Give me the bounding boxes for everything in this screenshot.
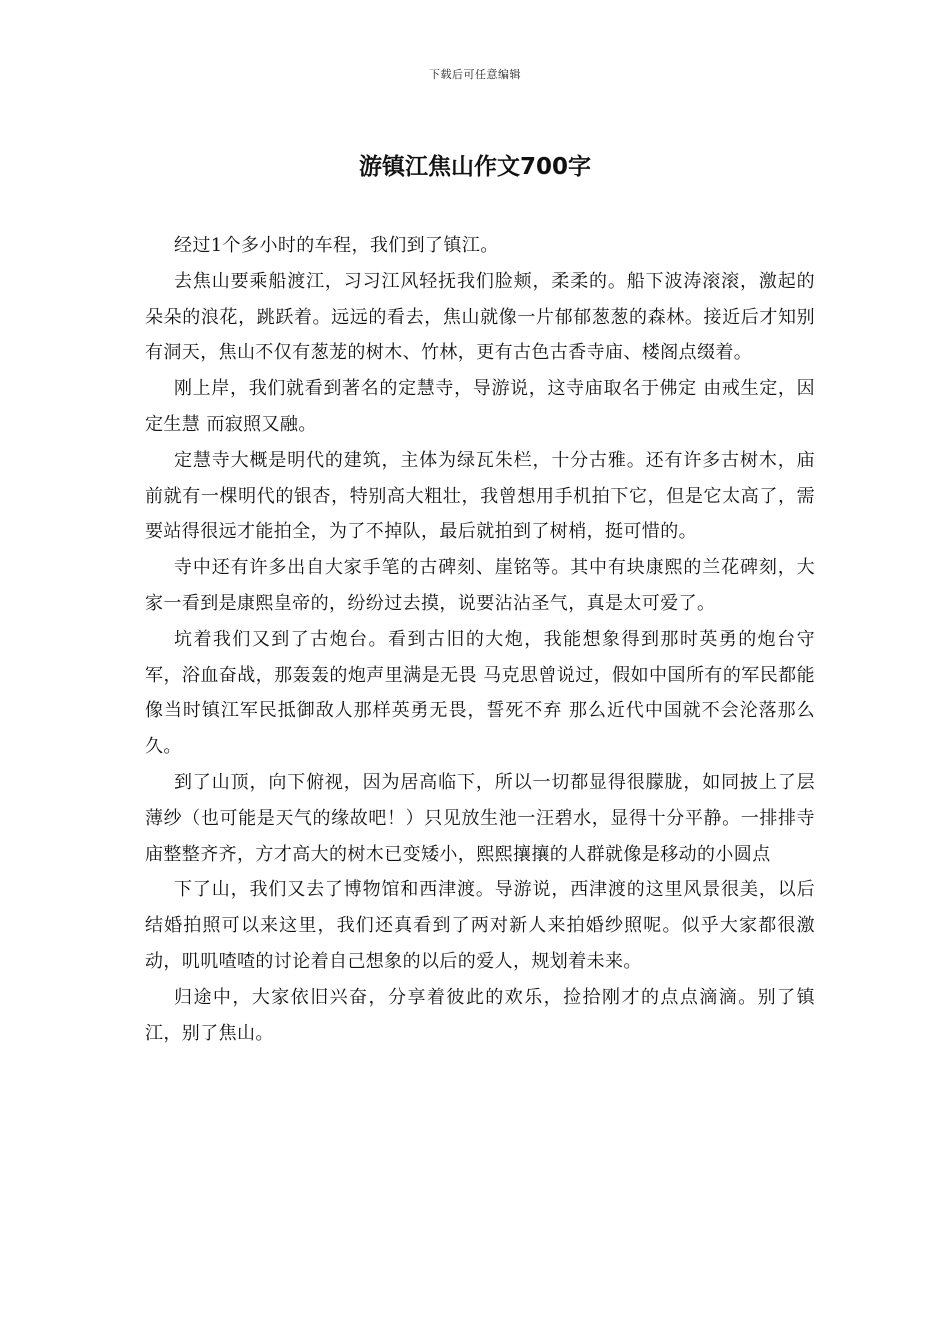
document-title: 游镇江焦山作文700字	[358, 154, 591, 180]
paragraph: 到了山顶，向下俯视，因为居高临下，所以一切都显得很朦胧，如同披上了层薄纱（也可能是天气的缘故吧！）只见放生池一汪碧水，显得十分平静。一排排寺庙整整齐齐，方才高大的树木已变矮小，熙熙攘攘的人群就像是移动的小圆点	[145, 771, 815, 865]
paragraph: 刚上岸，我们就看到著名的定慧寺，导游说，这寺庙取名于佛定 由戒生定，因定生慧 而寂照又融。	[145, 378, 815, 435]
essay-body	[145, 228, 815, 1051]
paragraph: 归途中，大家依旧兴奋，分享着彼此的欢乐，捡拾刚才的点点滴滴。别了镇江，别了焦山。	[145, 986, 815, 1044]
paragraph: 去焦山要乘船渡江，习习江风轻抚我们脸颊，柔柔的。船下波涛滚滚，激起的朵朵的浪花，跳跃着。远远的看去，焦山就像一片郁郁葱葱的森林。接近后才知别有洞天，焦山不仅有葱茏的树木、竹林，更有古色古香寺庙、楼阁点缀着。	[145, 270, 815, 364]
paragraph: 下了山，我们又去了博物馆和西津渡。导游说，西津渡的这里风景很美，以后结婚拍照可以来这里，我们还真看到了两对新人来拍婚纱照呢。似乎大家都很激动，叽叽喳喳的讨论着自己想象的以后的爱人，规划着未来。	[145, 879, 815, 972]
paragraph: 经过1个多小时的车程，我们到了镇江。	[174, 235, 499, 256]
paragraph: 定慧寺大概是明代的建筑，主体为绿瓦朱栏，十分古雅。还有许多古树木，庙前就有一棵明代的银杏，特别高大粗壮，我曾想用手机拍下它，但是它太高了，需要站得很远才能拍全，为了不掉队，最后就拍到了树梢，挺可惜的。	[145, 449, 815, 543]
paragraph: 坑着我们又到了古炮台。看到古旧的大炮，我能想象得到那时英勇的炮台守军，浴血奋战，那轰轰的炮声里满是无畏 马克思曾说过，假如中国所有的军民都能像当时镇江军民抵御敌人那样英勇无畏，誓死不弃 那么近代中国就不会沦落那么久。	[145, 628, 815, 758]
paragraph: 寺中还有许多出自大家手笔的古碑刻、崖铭等。其中有块康熙的兰花碑刻，大家一看到是康熙皇帝的，纷纷过去摸，说要沾沾圣气，真是太可爱了。	[145, 557, 815, 614]
header-note: 下载后可任意编辑	[429, 68, 521, 81]
